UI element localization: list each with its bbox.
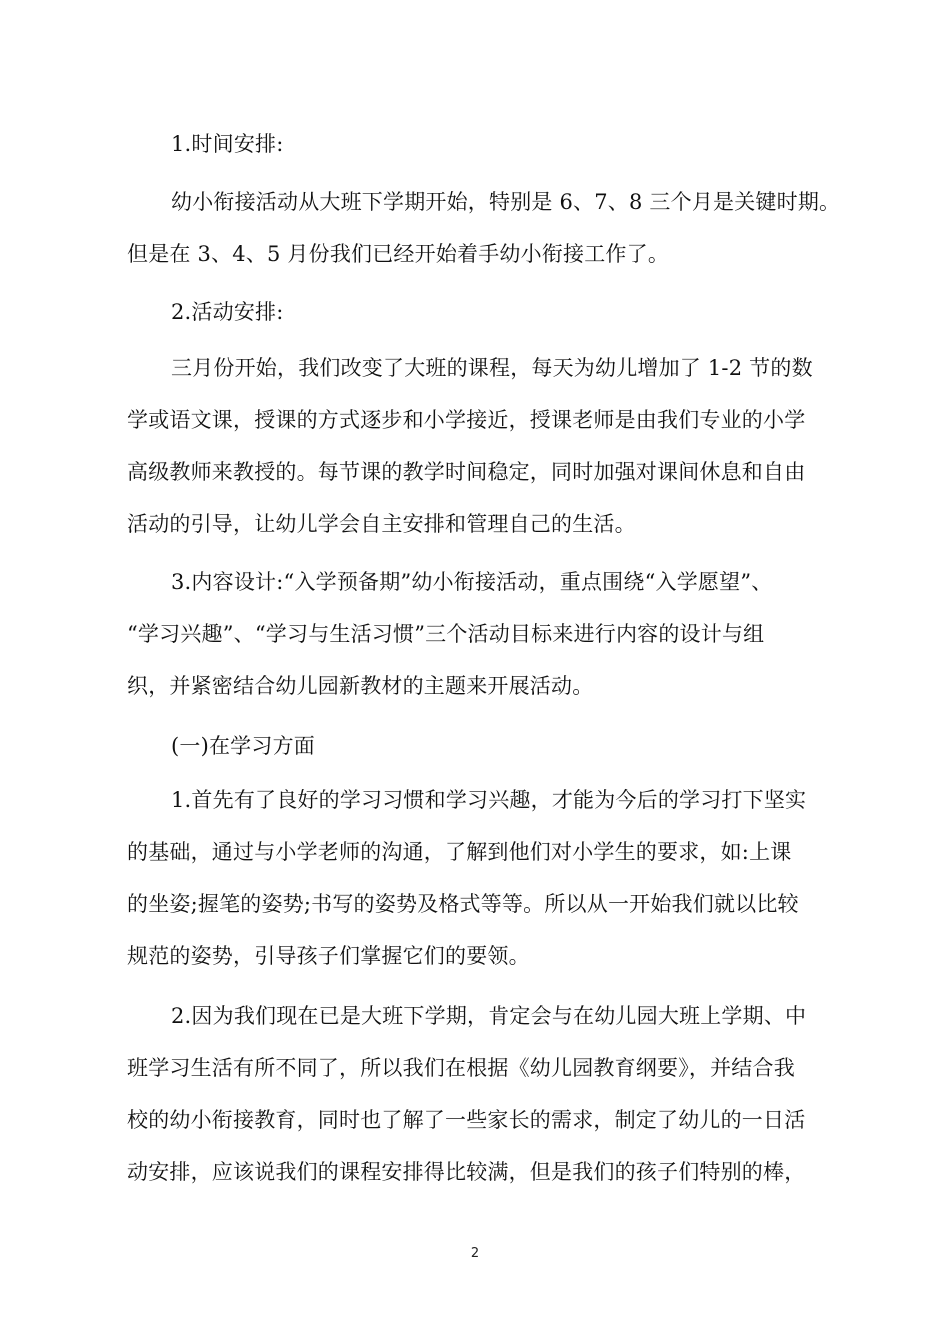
paragraph-line: 校的幼小衔接教育，同时也了解了一些家长的需求，制定了幼儿的一日活 <box>127 1108 806 1132</box>
paragraph-line: 三月份开始，我们改变了大班的课程，每天为幼儿增加了 1-2 节的数 <box>171 356 813 380</box>
paragraph-line: 织，并紧密结合幼儿园新教材的主题来开展活动。 <box>127 674 594 698</box>
paragraph-activity-detail <box>127 342 839 550</box>
paragraph-schedule <box>127 990 839 1198</box>
paragraph-line: 幼小衔接活动从大班下学期开始，特别是 6、7、8 三个月是关键时期。 <box>171 190 841 214</box>
paragraph-line: 2.活动安排: <box>171 300 284 324</box>
paragraph-line: 的基础，通过与小学老师的沟通，了解到他们对小学生的要求，如:上课 <box>127 840 792 864</box>
paragraph-line: 高级教师来教授的。每节课的教学时间稳定，同时加强对课间休息和自由 <box>127 460 806 484</box>
paragraph-line: 动安排，应该说我们的课程安排得比较满，但是我们的孩子们特别的棒， <box>127 1160 806 1184</box>
paragraph-learning-habits <box>127 774 839 982</box>
paragraph-line: 的坐姿;握笔的姿势;书写的姿势及格式等等。所以从一开始我们就以比较 <box>127 892 799 916</box>
paragraph-line: 3.内容设计:“入学预备期”幼小衔接活动，重点围绕“入学愿望”、 <box>171 570 773 594</box>
paragraph-content-design <box>127 556 839 712</box>
paragraph-line: “学习兴趣”、“学习与生活习惯”三个活动目标来进行内容的设计与组 <box>127 622 765 646</box>
paragraph-line: 规范的姿势，引导孩子们掌握它们的要领。 <box>127 944 530 968</box>
page-number: 2 <box>470 1246 480 1261</box>
paragraph-line: 活动的引导，让幼儿学会自主安排和管理自己的生活。 <box>127 512 636 536</box>
section-heading-learning <box>127 720 839 772</box>
paragraph-line: 2.因为我们现在已是大班下学期，肯定会与在幼儿园大班上学期、中 <box>171 1004 807 1028</box>
paragraph-line: 学或语文课，授课的方式逐步和小学接近，授课老师是由我们专业的小学 <box>127 408 806 432</box>
paragraph-line: 班学习生活有所不同了，所以我们在根据《幼儿园教育纲要》，并结合我 <box>127 1056 795 1080</box>
paragraph-activity-arrangement <box>127 286 839 338</box>
paragraph-line: (一)在学习方面 <box>171 734 315 758</box>
paragraph-line: 1.首先有了良好的学习习惯和学习兴趣，才能为今后的学习打下坚实 <box>171 788 807 812</box>
paragraph-time-arrangement <box>127 118 839 170</box>
paragraph-time-detail <box>127 176 839 280</box>
paragraph-line: 1.时间安排: <box>171 132 284 156</box>
paragraph-line: 但是在 3、4、5 月份我们已经开始着手幼小衔接工作了。 <box>127 242 670 266</box>
